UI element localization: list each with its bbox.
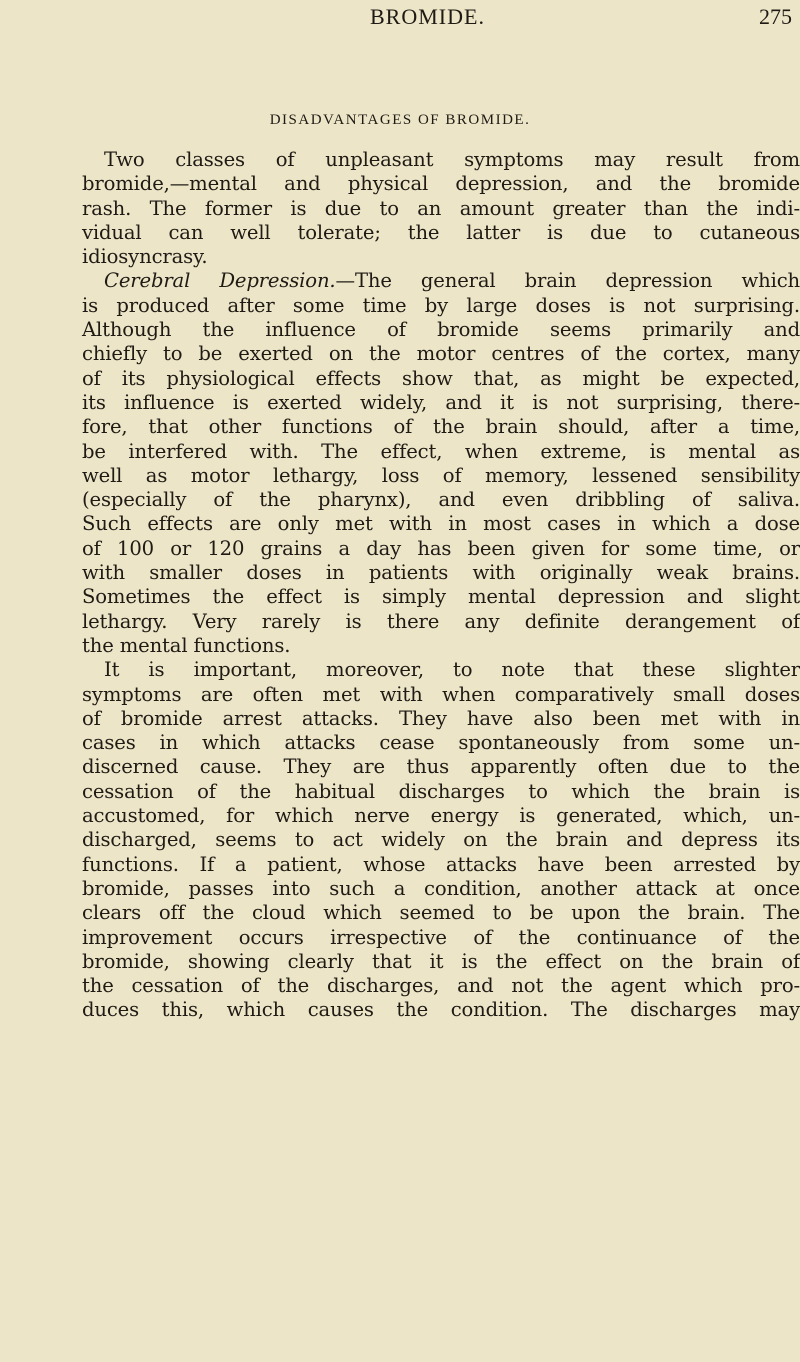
text-line: of bromide arrest attacks. They have also been met with in [82,706,800,730]
text-line: functions. If a patient, whose attacks have been arrested by [82,852,800,876]
text-line: Such effects are only met with in most cases in which a dose [82,512,800,536]
text-line: with smaller doses in patients with originally weak brains. [82,561,800,585]
text-line: idiosyncrasy. [82,245,208,269]
text-line: It is important, moreover, to note that these slighter [104,658,800,682]
text-line: be interfered with. The effect, when extreme, is mental as [82,439,800,463]
text-line: chiefly to be exerted on the motor centres of the cortex, many [82,342,800,366]
section-heading: DISADVANTAGES OF BROMIDE. [269,112,531,128]
text-line: Two classes of unpleasant symptoms may result from [104,148,800,171]
text-line: bromide, showing clearly that it is the effect on the brain of [82,949,800,973]
text-line: clears off the cloud which seemed to be upon the brain. The [82,901,800,925]
running-head [0,4,800,44]
text-line: fore, that other functions of the brain should, after a time, [82,415,800,439]
text-line [82,269,800,293]
text-line: cases in which attacks cease spontaneously from some un- [82,731,800,755]
run-in-heading: Cerebral Depression. [104,269,336,293]
text-line: (especially of the pharynx), and even dribbling of saliva. [82,488,800,512]
text-line: symptoms are often met with when comparatively small doses [82,682,800,706]
text-line: of its physiological effects show that, as might be expected, [82,366,800,390]
text-line: lethargy. Very rarely is there any definite derangement of [82,609,800,633]
text-line: well as motor lethargy, loss of memory, lessened sensibility [82,463,800,487]
text-run: —The general brain depression which [335,269,800,293]
text-line: improvement occurs irrespective of the continuance of the [82,925,800,949]
page-number: 275 [759,4,792,29]
text-line: bromide, passes into such a condition, another attack at once [82,876,800,900]
text-line: discerned cause. They are thus apparently often due to the [82,755,800,779]
text-line: duces this, which causes the condition. The discharges may [82,998,800,1022]
running-title: BROMIDE. [370,4,485,29]
text-line: the mental functions. [82,633,291,657]
text-line: Although the influence of bromide seems primarily and [82,318,800,342]
body-text [82,148,800,1023]
text-line: Sometimes the effect is simply mental depression and slight [82,585,800,609]
text-line: is produced after some time by large doses is not surprising. [82,293,800,317]
text-line: discharged, seems to act widely on the brain and depress its [82,828,800,852]
text-line: accustomed, for which nerve energy is generated, which, un- [82,804,800,828]
text-line: the cessation of the discharges, and not the agent which pro- [82,974,800,998]
text-line: cessation of the habitual discharges to which the brain is [82,779,800,803]
text-line: its influence is exerted widely, and it is not surprising, there- [82,390,800,414]
text-line: rash. The former is due to an amount greater than the indi- [82,196,800,220]
text-line: bromide,—mental and physical depression, and the bromide [82,172,800,196]
text-line: vidual can well tolerate; the latter is due to cutaneous [82,220,800,244]
text-line: of 100 or 120 grains a day has been given for some time, or [82,536,800,560]
